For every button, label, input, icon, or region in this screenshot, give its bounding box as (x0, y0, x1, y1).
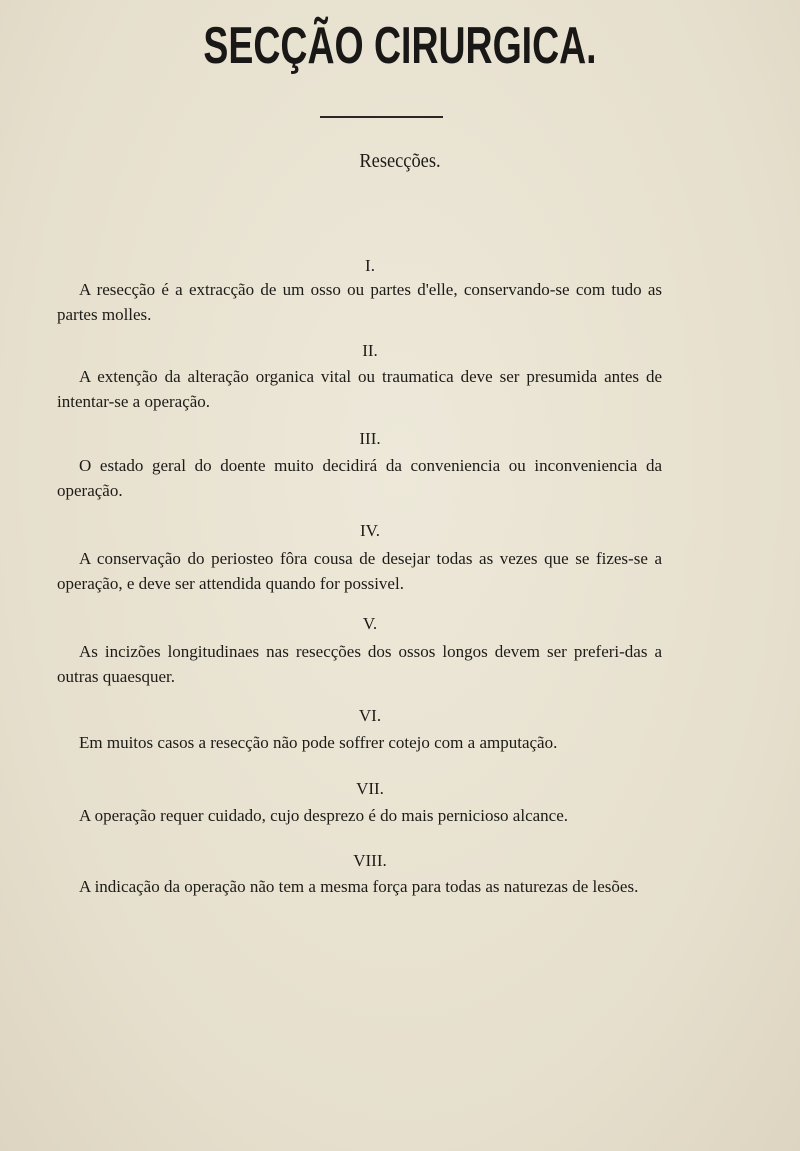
proposition-numeral: V. (362, 614, 378, 633)
proposition-text: Em muitos casos a resecção não pode soffrer cotejo com a amputação. (79, 733, 558, 752)
proposition-text: A indicação da operação não tem a mesma força para todas as naturezas de lesões. (79, 877, 639, 896)
proposition-text: O estado geral do doente muito decidirá da conveniencia ou inconveniencia da operação. (57, 456, 662, 500)
proposition-text: A resecção é a extracção de um osso ou partes d'elle, conservando-se com tudo as partes molles. (57, 280, 662, 324)
title-divider-rule (320, 116, 443, 118)
section-title: SECÇÃO CIRURGICA. (203, 17, 597, 75)
proposition-numeral: III. (359, 429, 381, 448)
proposition-numeral: I. (365, 256, 375, 275)
proposition-numeral: VIII. (353, 851, 387, 870)
proposition-text: A conservação do periosteo fôra cousa de desejar todas as vezes que se fizes-se a operação, e deve ser attendida quando for possivel. (57, 549, 662, 593)
proposition-text: A operação requer cuidado, cujo desprezo é do mais pernicioso alcance. (79, 806, 569, 825)
section-subtitle: Resecções. (359, 150, 441, 172)
proposition-numeral: IV. (360, 521, 380, 540)
proposition-numeral: VI. (358, 706, 382, 725)
proposition-text: A extenção da alteração organica vital ou traumatica deve ser presumida antes de intentar-se a operação. (57, 367, 662, 411)
proposition-numeral: II. (362, 341, 378, 360)
proposition-text: As incizões longitudinaes nas resecções dos ossos longos devem ser preferi-das a outras quaesquer. (57, 642, 662, 686)
proposition-numeral: VII. (356, 779, 384, 798)
